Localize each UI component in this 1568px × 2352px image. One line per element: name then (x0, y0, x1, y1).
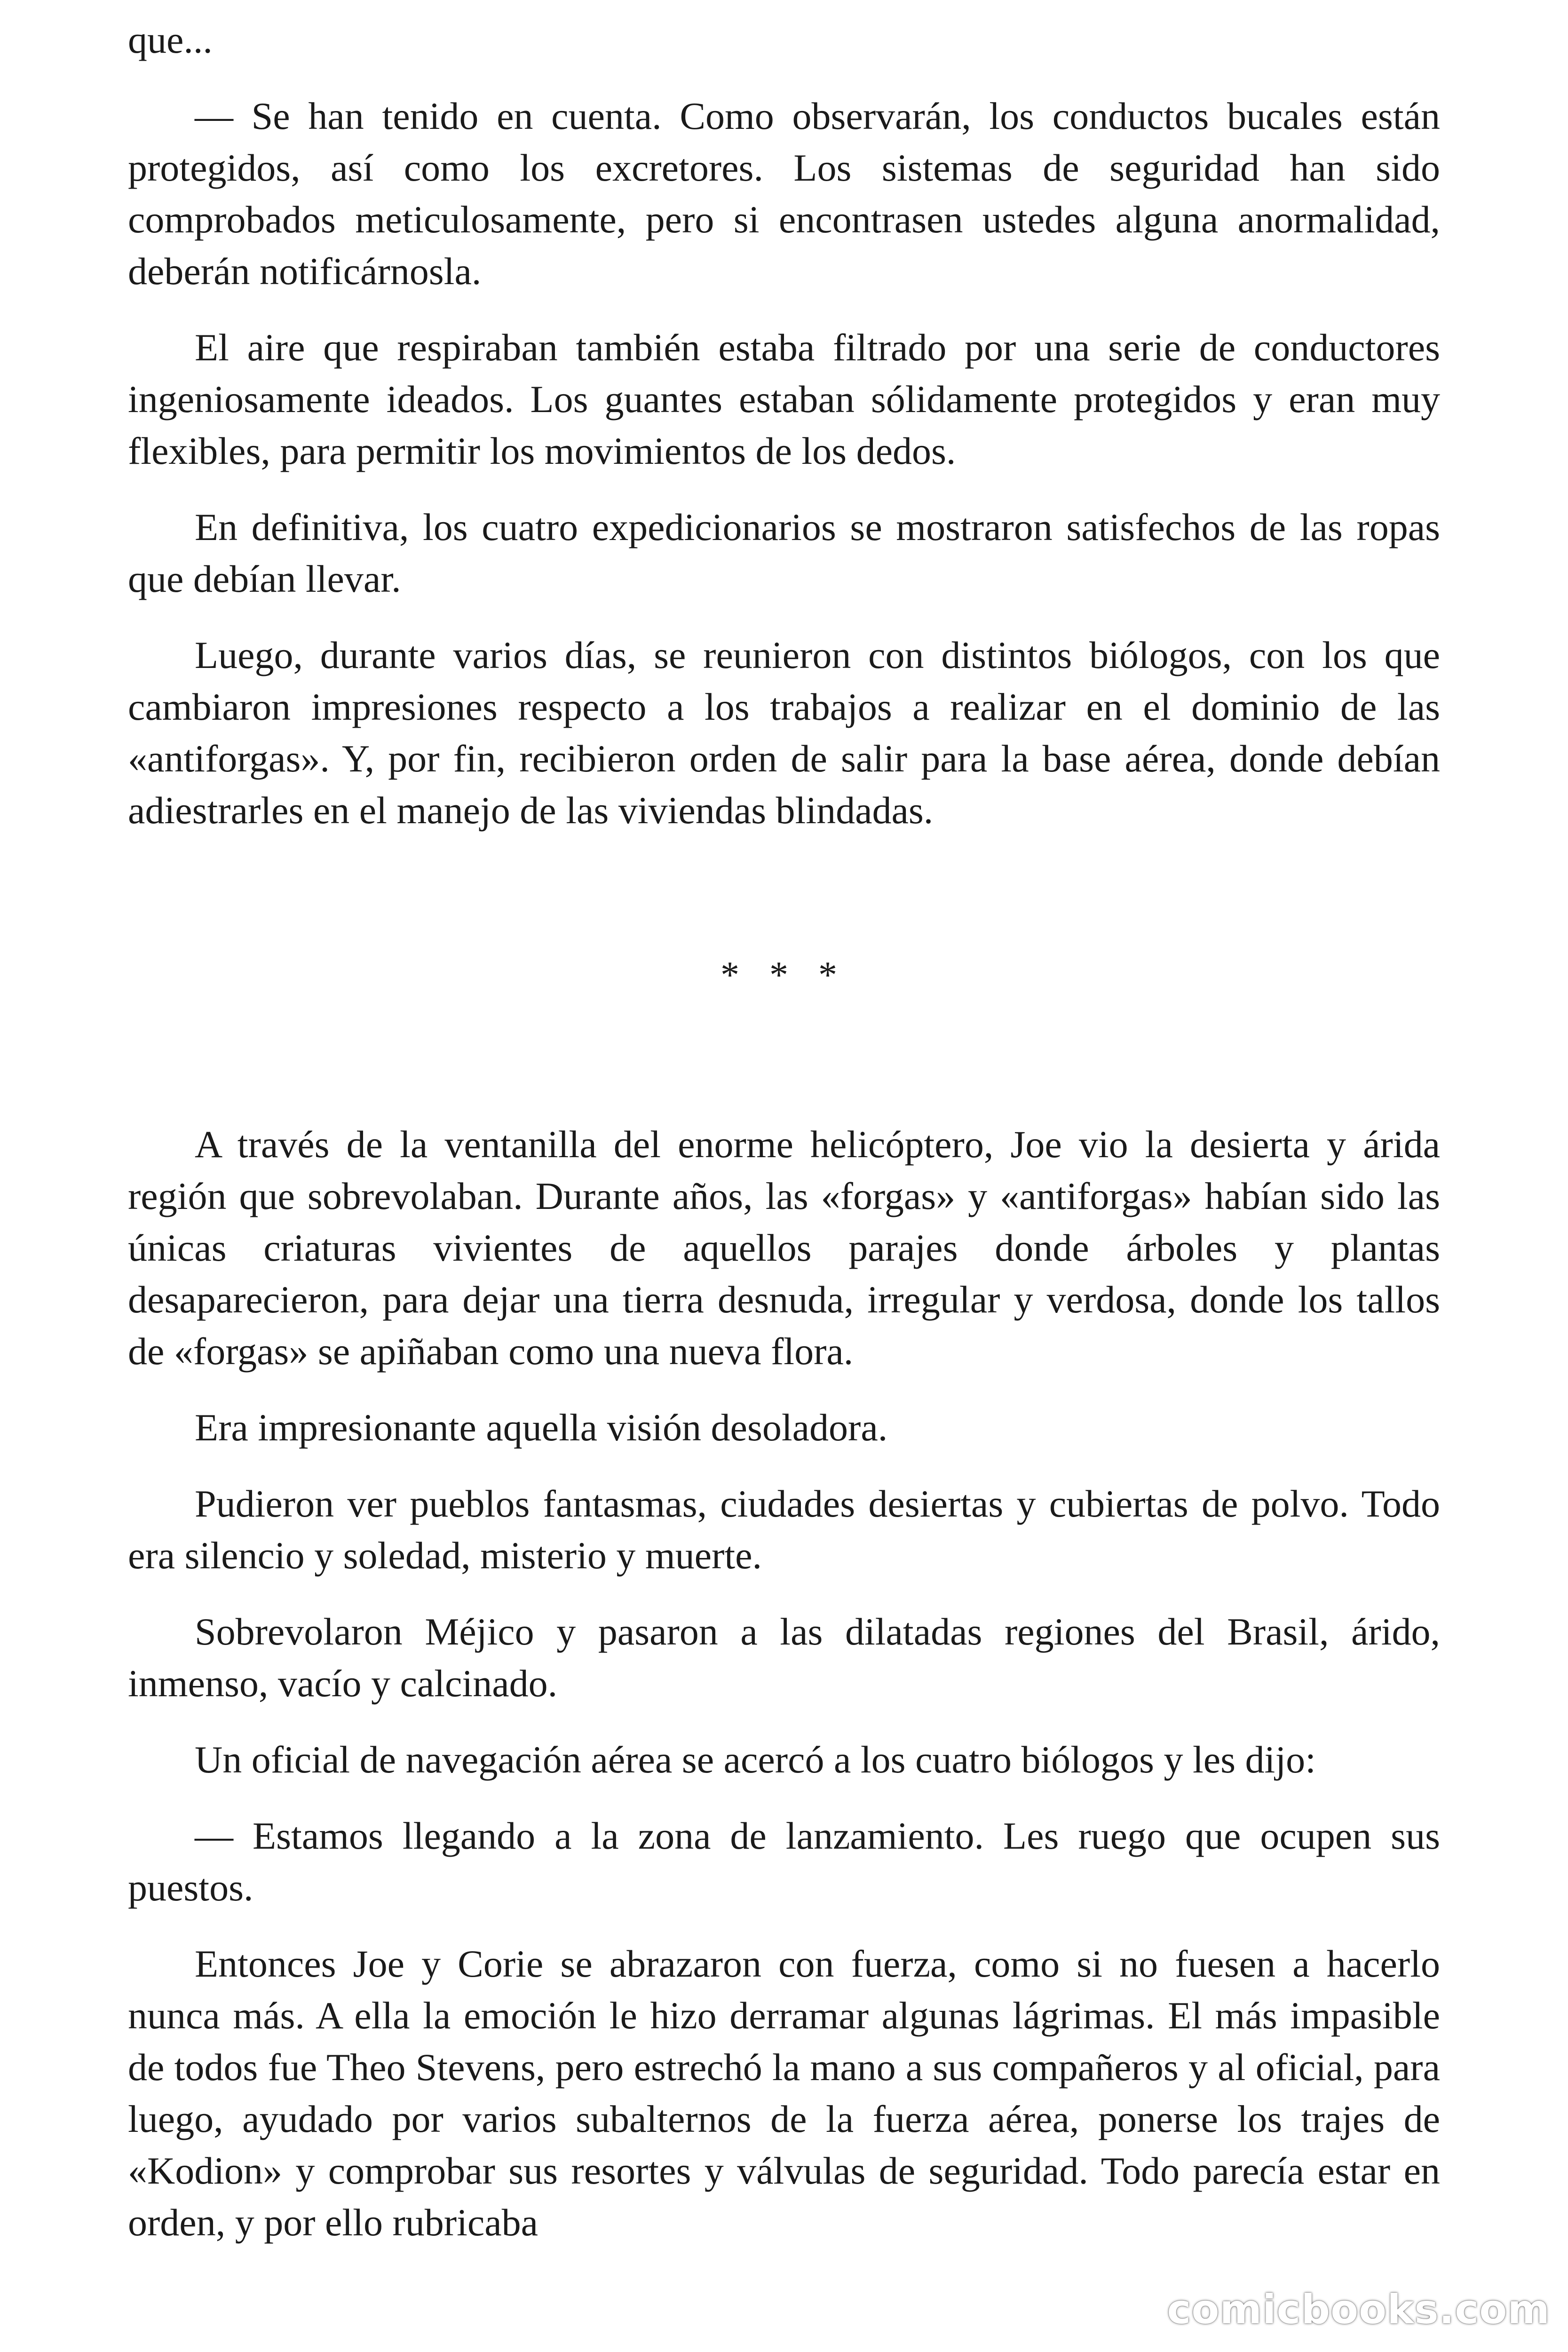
paragraph: Un oficial de navegación aérea se acercó a los cuatro biólogos y les dijo: (195, 1738, 1316, 1781)
paragraph: A través de la ventanilla del enorme helicóptero, Joe vio la desierta y árida región que sobrevolaban. Durante años, las «forgas» y «antiforgas» habían sido las únicas criaturas vivientes de aquellos parajes donde árboles y plantas desaparecieron, para dejar una tierra desnuda, irregular y verdosa, donde los tallos de «forgas» se apiñaban como una nueva flora. (128, 1123, 1440, 1373)
paragraph-dialogue: — Estamos llegando a la zona de lanzamiento. Les ruego que ocupen sus puestos. (128, 1814, 1440, 1909)
paragraph: El aire que respiraban también estaba filtrado por una serie de conductores ingeniosamente ideados. Los guantes estaban sólidamente protegidos y eran muy flexibles, para permitir los movimientos de los dedos. (128, 326, 1440, 472)
paragraph: Entonces Joe y Corie se abrazaron con fuerza, como si no fuesen a hacerlo nunca más. A ella la emoción le hizo derramar algunas lágrimas. El más impasible de todos fue Theo Stevens, pero estrechó la mano a sus compañeros y al oficial, para luego, ayudado por varios subalternos de la fuerza aérea, ponerse los trajes de «Kodion» y comprobar sus resortes y válvulas de seguridad. Todo parecía estar en orden, y por ello rubricaba (128, 1942, 1440, 2244)
paragraph: Luego, durante varios días, se reunieron con distintos biólogos, con los que cambiaron impresiones respecto a los trabajos a realizar en el dominio de las «antiforgas». Y, por fin, recibieron orden de salir para la base aérea, donde debían adiestrarles en el manejo de las viviendas blindadas. (128, 634, 1440, 832)
section-separator: * * * (721, 954, 847, 996)
paragraph: Sobrevolaron Méjico y pasaron a las dilatadas regiones del Brasil, árido, inmenso, vacío y calcinado. (128, 1610, 1440, 1705)
paragraph: En definitiva, los cuatro expedicionarios se mostraron satisfechos de las ropas que debían llevar. (128, 506, 1440, 600)
page-text (128, 14, 1440, 2273)
paragraph: Pudieron ver pueblos fantasmas, ciudades desiertas y cubiertas de polvo. Todo era silencio y soledad, misterio y muerte. (128, 1482, 1440, 1577)
paragraph-dialogue: — Se han tenido en cuenta. Como observarán, los conductos bucales están protegidos, así como los excretores. Los sistemas de seguridad han sido comprobados meticulosamente, pero si encontrasen ustedes alguna anormalidad, deberán notificárnosla. (128, 95, 1440, 293)
watermark-logo: comicbooks.com (1167, 2286, 1550, 2333)
paragraph: Era impresionante aquella visión desoladora. (195, 1406, 888, 1449)
paragraph-continuation: que... (128, 18, 213, 61)
